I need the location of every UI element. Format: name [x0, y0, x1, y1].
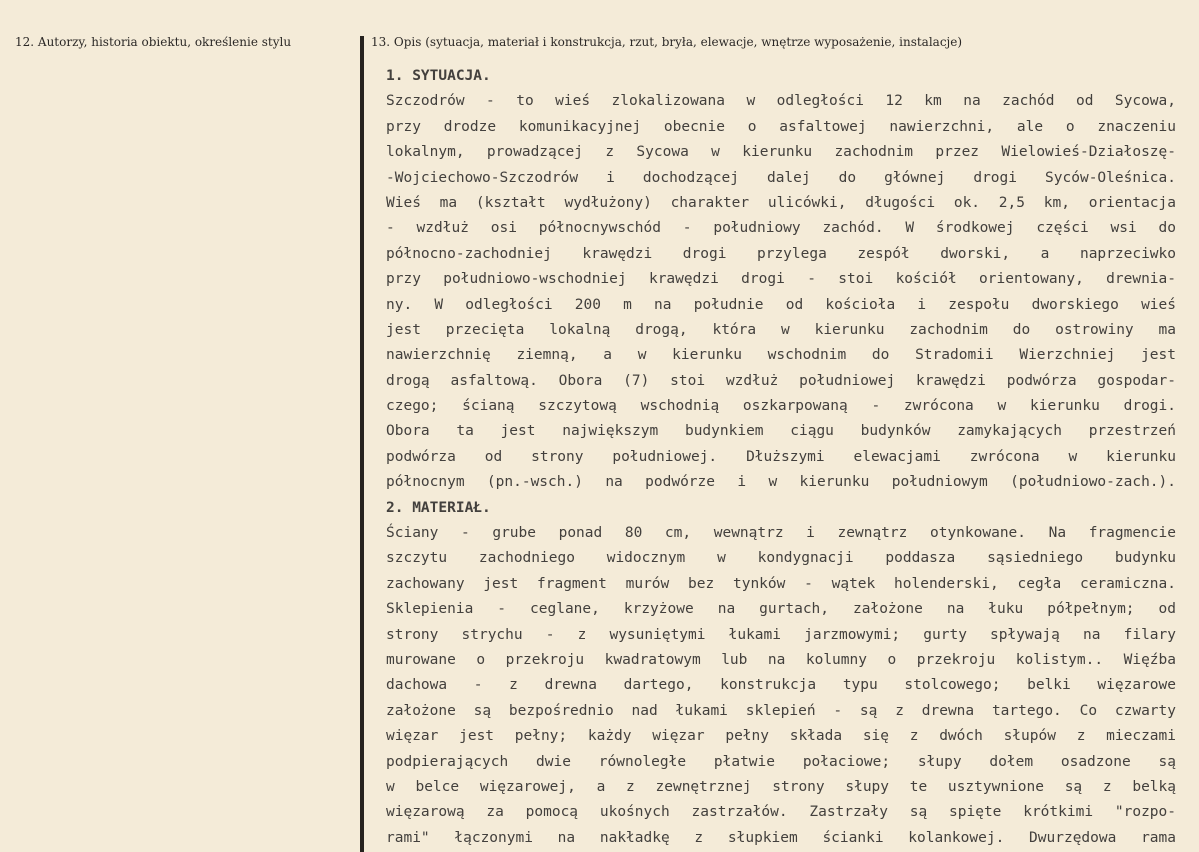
text-line: w belce więzarowej, a z zewnętrznej strony słupy te usztywnione są z belką: [386, 778, 1176, 795]
text-line: Ściany - grube ponad 80 cm, wewnątrz i zewnątrz otynkowane. Na fragmencie: [386, 525, 1176, 542]
text-line: -Wojciechowo-Szczodrów i dochodzącej dalej do głównej drogi Syców-Oleśnica.: [386, 169, 1176, 186]
text-line: murowane o przekroju kwadratowym lub na kolumny o przekroju kolistym.. Więźba: [386, 651, 1176, 668]
text-line: podpierających dwie równoległe płatwie połaciowe; słupy dołem osadzone są: [386, 753, 1176, 770]
text-line: północnym (pn.-wsch.) na podwórze i w kierunku południowym (południowo-zach.).: [386, 474, 1176, 491]
text-line: Obora ta jest największym budynkiem ciągu budynków zamykających przestrzeń: [386, 423, 1176, 440]
text-line: dachowa - z drewna dartego, konstrukcja typu stolcowego; belki więzarowe: [386, 677, 1176, 694]
text-line: przy drodze komunikacyjnej obecnie o asfaltowej nawierzchni, ale o znaczeniu: [386, 118, 1176, 135]
text-line: jest przecięta lokalną drogą, która w kierunku zachodnim do ostrowiny ma: [386, 321, 1176, 338]
text-line: szczytu zachodniego widocznym w kondygnacji poddasza sąsiedniego budynku: [386, 550, 1176, 567]
text-line: drogą asfaltową. Obora (7) stoi wzdłuż południowej krawędzi podwórza gospodar-: [386, 372, 1176, 389]
text-line: nawierzchnię ziemną, a w kierunku wschodnim do Stradomii Wierzchniej jest: [386, 347, 1176, 364]
text-line: strony strychu - z wysuniętymi łukami jarzmowymi; gurty spływają na filary: [386, 626, 1176, 643]
text-line: więzar jest pełny; każdy więzar pełny składa się z dwóch słupów z mieczami: [386, 728, 1176, 745]
text-line: ny. W odległości 200 m na południe od kościoła i zespołu dworskiego wieś: [386, 296, 1176, 313]
text-line: rami" łączonymi na nakładkę z słupkiem ścianki kolankowej. Dwurzędowa rama: [386, 829, 1176, 846]
text-line: - wzdłuż osi północnywschód - południowy zachód. W środkowej części wsi do: [386, 220, 1176, 237]
text-line: czego; ścianą szczytową wschodnią oszkarpowaną - zwrócona w kierunku drogi.: [386, 398, 1176, 415]
typed-description: [386, 64, 1176, 851]
text-line: przy południowo-wschodniej krawędzi drogi - stoi kościół orientowany, drewnia-: [386, 271, 1176, 288]
section-13-heading: 13. Opis (sytuacja, materiał i konstrukcja, rzut, bryła, elewacje, wnętrze wyposażenie, instalacje): [371, 35, 963, 49]
text-line: Wieś ma (kształt wydłużony) charakter ulicówki, długości ok. 2,5 km, orientacja: [386, 194, 1176, 211]
column-divider: [360, 36, 364, 852]
text-line: założone są bezpośrednio nad łukami sklepień - są z drewna tartego. Co czwarty: [386, 702, 1176, 719]
text-line: Sklepienia - ceglane, krzyżowe na gurtach, założone na łuku półpełnym; od: [386, 601, 1176, 618]
text-line: północno-zachodniej krawędzi drogi przylega zespół dworski, a naprzeciwko: [386, 245, 1176, 262]
text-line: podwórza od strony południowej. Dłuższymi elewacjami zwrócona w kierunku: [386, 448, 1176, 465]
text-line: zachowany jest fragment murów bez tynków - wątek holenderski, cegła ceramiczna.: [386, 575, 1176, 592]
text-line: więzarową za pomocą ukośnych zastrzałów. Zastrzały są spięte krótkimi "rozpo-: [386, 804, 1176, 821]
section-12-heading: 12. Autorzy, historia obiektu, określenie stylu: [15, 35, 292, 49]
text-line: lokalnym, prowadzącej z Sycowa w kierunku zachodnim przez Wielowieś-Działoszę-: [386, 144, 1176, 161]
subheading-situation: 1. SYTUACJA.: [386, 68, 491, 84]
subheading-material: 2. MATERIAŁ.: [386, 499, 491, 516]
text-line: Szczodrów - to wieś zlokalizowana w odległości 12 km na zachód od Sycowa,: [386, 93, 1176, 110]
